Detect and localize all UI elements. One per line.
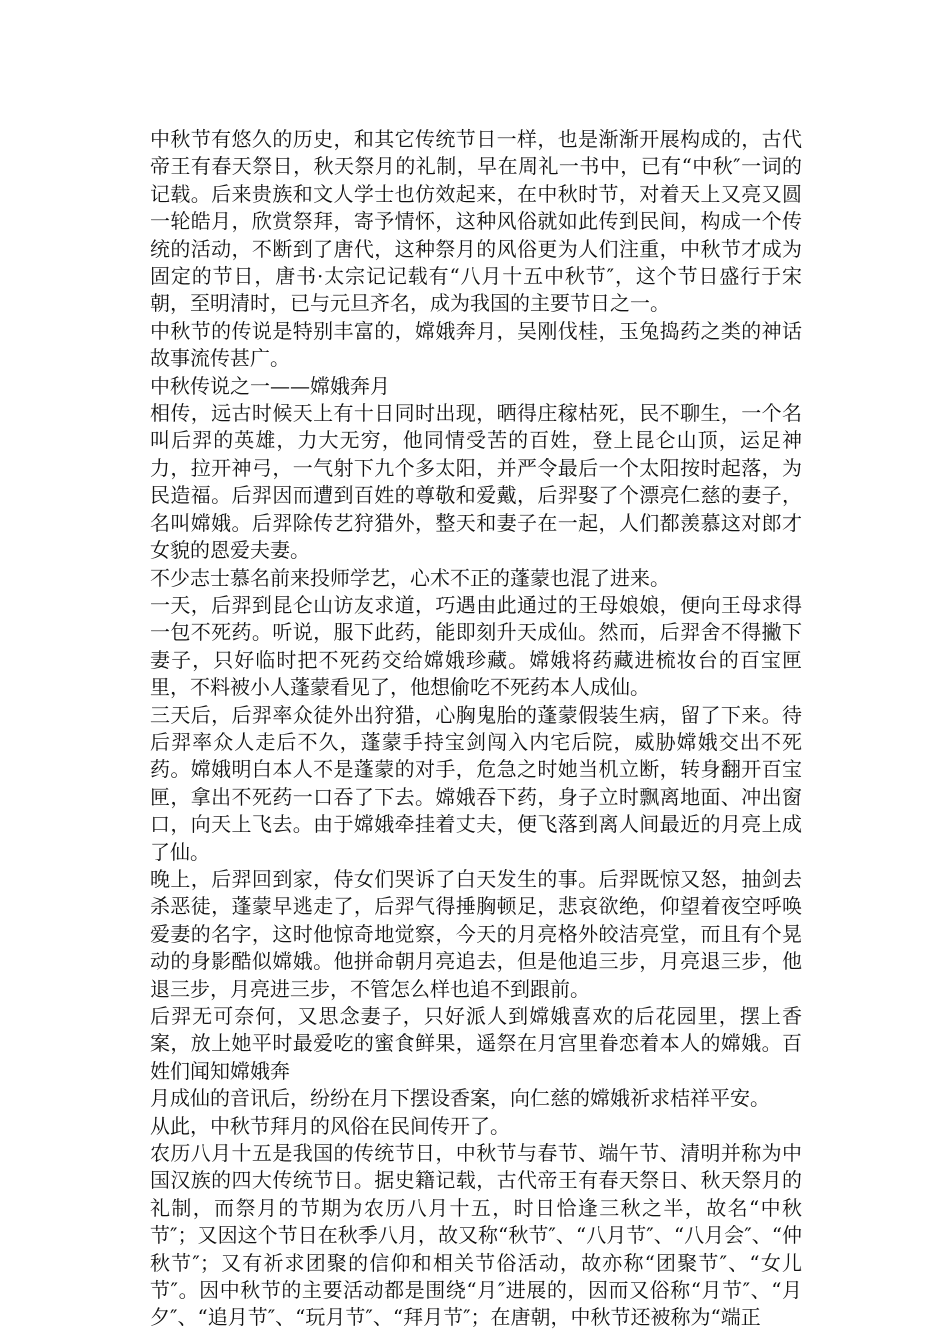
paragraph-festival-names: 农历八月十五是我国的传统节日，中秋节与春节、端午节、清明并称为中国汉族的四大传统节日。据史籍记载，古代帝王有春天祭日、秋天祭月的礼制，而祭月的节期为农历八月十五，时日恰逢三秋之半，故名“中秋节″；又因这个节日在秋季八月，故又称“秋节″、“八月节″、“八月会″、“仲秋节″；又有祈求团聚的信仰和相关节俗活动，故亦称“团聚节″、“女儿节″。因中秋节的主要活动都是围绕“月″进展的，因而又俗称“月节″、“月夕″、“追月节″、“玩月节″、“拜月节″；在唐朝，中秋节还被称为“端正 (150, 1141, 802, 1330)
paragraph-elixir: 一天，后羿到昆仑山访友求道，巧遇由此通过的王母娘娘，便向王母求得一包不死药。听说，服下此药，能即刻升天成仙。然而，后羿舍不得撇下妻子，只好临时把不死药交给嫦娥珍藏。嫦娥将药藏进梳妆台的百宝匣里，不料被小人蓬蒙看见了，他想偷吃不死药本人成仙。 (150, 592, 802, 700)
document-body (150, 126, 802, 1332)
paragraph-houyi-hero: 相传，远古时候天上有十日同时出现，晒得庄稼枯死，民不聊生，一个名叫后羿的英雄，力大无穷，他同情受苦的百姓，登上昆仑山顶，运足神力，拉开神弓，一气射下九个多太阳，并严令最后一个太阳按时起落，为民造福。后羿因而遭到百姓的尊敬和爱戴，后羿娶了个漂亮仁慈的妻子，名叫嫦娥。后羿除传艺狩猎外，整天和妻子在一起，人们都羡慕这对郎才女貌的恩爱夫妻。 (150, 401, 802, 563)
paragraph-custom-spread: 从此，中秋节拜月的风俗在民间传开了。 (150, 1113, 510, 1138)
paragraph-history: 中秋节有悠久的历史，和其它传统节日一样，也是渐渐开展构成的，古代帝王有春天祭日，秋天祭月的礼制，早在周礼一书中，已有“中秋″一词的记载。后来贵族和文人学士也仿效起来，在中秋时节，对着天上又亮又圆一轮皓月，欣赏祭拜，寄予情怀，这种风俗就如此传到民间，构成一个传统的活动，不断到了唐代，这种祭月的风俗更为人们注重，中秋节才成为固定的节日，唐书·太宗记记载有“八月十五中秋节″，这个节日盛行于宋朝，至明清时，已与元旦齐名，成为我国的主要节日之一。 (150, 127, 802, 316)
paragraph-offering-continued: 月成仙的音讯后，纷纷在月下摆设香案，向仁慈的嫦娥祈求桔祥平安。 (150, 1086, 770, 1111)
paragraph-legends-intro: 中秋节的传说是特别丰富的，嫦娥奔月，吴刚伐桂，玉兔捣药之类的神话故事流传甚广。 (150, 318, 802, 371)
paragraph-offering: 后羿无可奈何，又思念妻子，只好派人到嫦娥喜欢的后花园里，摆上香案，放上她平时最爱吃的蜜食鲜果，遥祭在月宫里眷恋着本人的嫦娥。百姓们闻知嫦娥奔 (150, 1004, 802, 1083)
paragraph-ascension: 三天后，后羿率众徒外出狩猎，心胸鬼胎的蓬蒙假装生病，留了下来。待后羿率众人走后不久，蓬蒙手持宝剑闯入内宅后院，威胁嫦娥交出不死药。嫦娥明白本人不是蓬蒙的对手，危急之时她当机立断，转身翻开百宝匣，拿出不死药一口吞了下去。嫦娥吞下药，身子立时飘离地面、冲出窗口，向天上飞去。由于嫦娥牵挂着丈夫，便飞落到离人间最近的月亮上成了仙。 (150, 702, 802, 864)
section-heading-change-e: 中秋传说之一——嫦娥奔月 (150, 373, 390, 398)
paragraph-evening: 晚上，后羿回到家，侍女们哭诉了白天发生的事。后羿既惊又怒，抽剑去杀恶徒，蓬蒙早逃走了，后羿气得捶胸顿足，悲哀欲绝，仰望着夜空呼唤爱妻的名字，这时他惊奇地觉察，今天的月亮格外皎洁亮堂，而且有个晃动的身影酷似嫦娥。他拼命朝月亮追去，但是他追三步，月亮退三步，他退三步，月亮进三步，不管怎么样也追不到跟前。 (150, 866, 802, 1001)
paragraph-pengmeng: 不少志士慕名前来投师学艺，心术不正的蓬蒙也混了进来。 (150, 565, 670, 590)
